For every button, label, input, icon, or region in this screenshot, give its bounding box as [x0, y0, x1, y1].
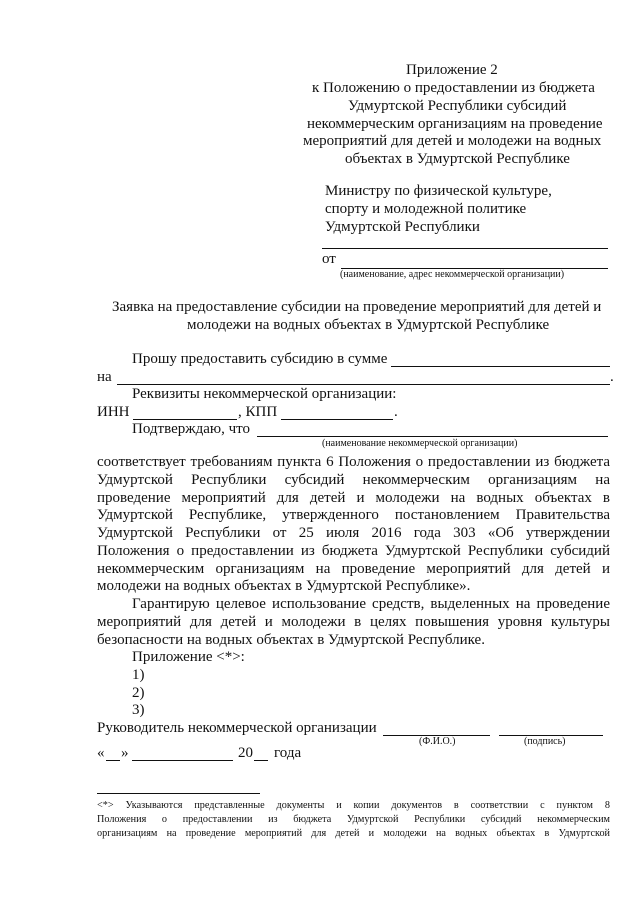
request-text: Прошу предоставить субсидию в сумме — [132, 351, 388, 367]
fio-caption: (Ф.И.О.) — [419, 736, 456, 747]
date-open-quote: « — [97, 745, 105, 761]
from-label: от — [322, 251, 336, 267]
paragraph-line: Удмуртской Республике, утвержденного постановлением Правительства — [97, 507, 610, 523]
appendix-line: мероприятий для детей и молодежи на водных — [303, 133, 602, 149]
year-blank-line[interactable] — [254, 760, 268, 761]
appendix-line: Удмуртской Республики субсидий — [348, 98, 567, 114]
attachment-label: Приложение <*>: — [132, 649, 245, 665]
appendix-line: некоммерческим организациям на проведение — [307, 116, 603, 132]
paragraph-line: безопасности на водных объектах в Удмуртской Республике. — [97, 632, 485, 648]
attachment-item: 1) — [132, 667, 145, 683]
inn-blank-line[interactable] — [133, 419, 237, 420]
date-close-quote: » — [121, 745, 129, 761]
paragraph-line: молодежи на водных объектах в Удмуртской Республике». — [97, 578, 471, 594]
appendix-line: объектах в Удмуртской Республике — [345, 151, 570, 167]
attachment-item: 3) — [132, 702, 145, 718]
addressee-line: Министру по физической культуре, — [325, 183, 552, 199]
addressee-line: спорту и молодежной политике — [325, 201, 527, 217]
kpp-blank-line[interactable] — [281, 419, 393, 420]
footnote-line: организациям на проведение мероприятий для детей и молодежи на водных объектах в Удмуртской — [97, 828, 610, 839]
org-name-blank-line[interactable] — [257, 436, 608, 437]
amount-blank-line[interactable] — [391, 366, 610, 367]
from-caption: (наименование, адрес некоммерческой организации) — [340, 269, 565, 280]
paragraph-line: соответствует требованиям пункта 6 Положения о предоставлении из бюджета — [97, 454, 610, 470]
addressee-blank-line[interactable] — [322, 248, 608, 249]
kpp-period: . — [394, 404, 398, 420]
signature-caption: (подпись) — [524, 736, 566, 747]
purpose-blank-line[interactable] — [117, 384, 610, 385]
paragraph-line: некоммерческим организациям на проведение мероприятий для детей и — [97, 561, 610, 577]
footnote-separator — [97, 793, 260, 794]
confirm-text: Подтверждаю, что — [132, 421, 251, 437]
appendix-title: Приложение 2 — [406, 62, 498, 78]
na-label: на — [97, 369, 112, 385]
appendix-line: к Положению о предоставлении из бюджета — [312, 80, 595, 96]
day-blank-line[interactable] — [106, 760, 120, 761]
addressee-line: Удмуртской Республики — [325, 219, 480, 235]
paragraph-line: Гарантирую целевое использование средств, выделенных на проведение — [132, 596, 610, 612]
paragraph-line: мероприятий для детей и молодежи в целях повышения уровня культуры — [97, 614, 610, 630]
confirm-caption: (наименование некоммерческой организации) — [322, 438, 518, 449]
na-period: . — [610, 369, 614, 385]
paragraph-line: Положения о предоставлении из бюджета Удмуртской Республики субсидий — [97, 543, 610, 559]
date-suffix: года — [274, 745, 302, 761]
attachment-item: 2) — [132, 685, 145, 701]
footnote-line: <*> Указываются представленные документы и копии документов в соответствии с пунктом 8 — [97, 800, 610, 811]
kpp-label: , КПП — [238, 404, 278, 420]
heading-line: Заявка на предоставление субсидии на проведение мероприятий для детей и — [112, 299, 602, 315]
paragraph-line: проведение мероприятий для детей и молодежи на водных объектах в — [97, 490, 610, 506]
inn-label: ИНН — [97, 404, 130, 420]
footnote-line: Положения о предоставлении из бюджета Удмуртской Республики субсидий некоммерческим — [97, 814, 610, 825]
month-blank-line[interactable] — [132, 760, 233, 761]
paragraph-line: Удмуртской Республики от 25 июля 2016 года 303 «Об утверждении — [97, 525, 610, 541]
heading-line: молодежи на водных объектах в Удмуртской Республике — [187, 317, 550, 333]
head-label: Руководитель некоммерческой организации — [97, 720, 377, 736]
paragraph-line: Удмуртской Республики субсидий некоммерческим организациям на — [97, 472, 610, 488]
date-year-prefix: 20 — [238, 745, 253, 761]
requisites-label: Реквизиты некоммерческой организации: — [132, 386, 397, 402]
